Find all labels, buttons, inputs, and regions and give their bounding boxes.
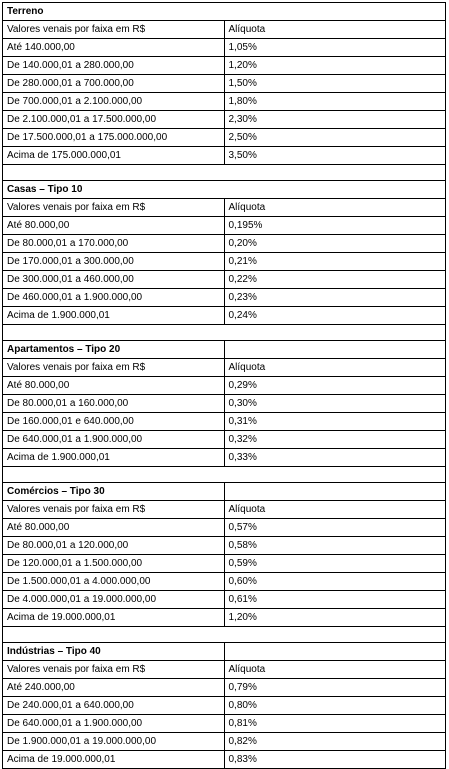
header-faixa: Valores venais por faixa em R$	[3, 359, 225, 377]
faixa-cell: De 700.000,01 a 2.100.000,00	[3, 93, 225, 111]
table-row	[3, 307, 446, 325]
section-spacer	[3, 325, 446, 341]
aliquota-cell: 0,83%	[224, 751, 446, 769]
table-row	[3, 573, 446, 591]
header-faixa: Valores venais por faixa em R$	[3, 21, 225, 39]
section-spacer	[3, 627, 446, 643]
faixa-cell: Até 140.000,00	[3, 39, 225, 57]
column-header-row	[3, 501, 446, 519]
table-row	[3, 377, 446, 395]
table-row	[3, 129, 446, 147]
aliquota-cell: 0,80%	[224, 697, 446, 715]
table-row	[3, 591, 446, 609]
faixa-cell: De 170.000,01 a 300.000,00	[3, 253, 225, 271]
header-aliquota: Alíquota	[224, 661, 446, 679]
faixa-cell: De 17.500.000,01 a 175.000.000,00	[3, 129, 225, 147]
faixa-cell: De 280.000,01 a 700.000,00	[3, 75, 225, 93]
aliquota-cell: 2,50%	[224, 129, 446, 147]
aliquota-cell: 0,57%	[224, 519, 446, 537]
table-row	[3, 715, 446, 733]
aliquota-cell: 0,81%	[224, 715, 446, 733]
faixa-cell: De 300.000,01 a 460.000,00	[3, 271, 225, 289]
aliquota-cell: 0,59%	[224, 555, 446, 573]
section-title-row	[3, 643, 446, 661]
aliquota-cell: 1,20%	[224, 57, 446, 75]
header-aliquota: Alíquota	[224, 501, 446, 519]
faixa-cell: Acima de 1.900.000,01	[3, 307, 225, 325]
aliquota-cell: 2,30%	[224, 111, 446, 129]
table-row	[3, 733, 446, 751]
table-row	[3, 395, 446, 413]
column-header-row	[3, 199, 446, 217]
aliquota-cell: 0,24%	[224, 307, 446, 325]
table-row	[3, 271, 446, 289]
table-row	[3, 449, 446, 467]
faixa-cell: Até 240.000,00	[3, 679, 225, 697]
table-row	[3, 413, 446, 431]
section-title-empty-cell	[224, 483, 446, 501]
aliquota-cell: 0,58%	[224, 537, 446, 555]
faixa-cell: De 120.000,01 a 1.500.000,00	[3, 555, 225, 573]
column-header-row	[3, 661, 446, 679]
faixa-cell: De 640.000,01 a 1.900.000,00	[3, 431, 225, 449]
spacer-cell	[3, 165, 446, 181]
faixa-cell: De 80.000,01 a 160.000,00	[3, 395, 225, 413]
section-title: Apartamentos – Tipo 20	[3, 341, 225, 359]
aliquota-cell: 3,50%	[224, 147, 446, 165]
faixa-cell: De 160.000,01 e 640.000,00	[3, 413, 225, 431]
aliquota-cell: 1,80%	[224, 93, 446, 111]
aliquota-cell: 0,33%	[224, 449, 446, 467]
faixa-cell: Acima de 19.000.000,01	[3, 751, 225, 769]
faixa-cell: De 240.000,01 a 640.000,00	[3, 697, 225, 715]
table-row	[3, 39, 446, 57]
aliquota-cell: 1,50%	[224, 75, 446, 93]
aliquota-cell: 1,20%	[224, 609, 446, 627]
faixa-cell: Acima de 175.000.000,01	[3, 147, 225, 165]
header-faixa: Valores venais por faixa em R$	[3, 199, 225, 217]
section-title-row	[3, 483, 446, 501]
aliquota-cell: 0,20%	[224, 235, 446, 253]
spacer-cell	[3, 467, 446, 483]
aliquota-cell: 0,60%	[224, 573, 446, 591]
table-row	[3, 679, 446, 697]
table-row	[3, 609, 446, 627]
faixa-cell: De 80.000,01 a 170.000,00	[3, 235, 225, 253]
faixa-cell: Até 80.000,00	[3, 217, 225, 235]
spacer-cell	[3, 325, 446, 341]
header-aliquota: Alíquota	[224, 199, 446, 217]
aliquota-cell: 0,32%	[224, 431, 446, 449]
faixa-cell: Acima de 1.900.000,01	[3, 449, 225, 467]
header-faixa: Valores venais por faixa em R$	[3, 661, 225, 679]
aliquota-table-body	[3, 3, 446, 769]
spacer-cell	[3, 627, 446, 643]
aliquota-cell: 0,29%	[224, 377, 446, 395]
section-spacer	[3, 467, 446, 483]
section-title: Indústrias – Tipo 40	[3, 643, 225, 661]
table-row	[3, 431, 446, 449]
table-row	[3, 289, 446, 307]
aliquota-cell: 0,21%	[224, 253, 446, 271]
faixa-cell: De 640.000,01 a 1.900.000,00	[3, 715, 225, 733]
aliquota-cell: 0,79%	[224, 679, 446, 697]
table-row	[3, 217, 446, 235]
section-spacer	[3, 165, 446, 181]
aliquota-table	[2, 2, 446, 769]
section-title-row	[3, 341, 446, 359]
aliquota-cell: 0,61%	[224, 591, 446, 609]
header-aliquota: Alíquota	[224, 21, 446, 39]
table-row	[3, 751, 446, 769]
faixa-cell: De 2.100.000,01 a 17.500.000,00	[3, 111, 225, 129]
section-title: Casas – Tipo 10	[3, 181, 446, 199]
table-row	[3, 537, 446, 555]
aliquota-cell: 0,195%	[224, 217, 446, 235]
table-row	[3, 253, 446, 271]
faixa-cell: De 460.000,01 a 1.900.000,00	[3, 289, 225, 307]
header-aliquota: Alíquota	[224, 359, 446, 377]
faixa-cell: De 80.000,01 a 120.000,00	[3, 537, 225, 555]
table-row	[3, 555, 446, 573]
faixa-cell: De 1.900.000,01 a 19.000.000,00	[3, 733, 225, 751]
aliquota-cell: 1,05%	[224, 39, 446, 57]
table-row	[3, 75, 446, 93]
section-title-empty-cell	[224, 341, 446, 359]
aliquota-cell: 0,82%	[224, 733, 446, 751]
column-header-row	[3, 21, 446, 39]
faixa-cell: Até 80.000,00	[3, 377, 225, 395]
faixa-cell: De 140.000,01 a 280.000,00	[3, 57, 225, 75]
table-row	[3, 111, 446, 129]
section-title: Terreno	[3, 3, 446, 21]
table-row	[3, 93, 446, 111]
aliquota-cell: 0,23%	[224, 289, 446, 307]
table-row	[3, 57, 446, 75]
table-row	[3, 147, 446, 165]
aliquota-cell: 0,30%	[224, 395, 446, 413]
faixa-cell: De 4.000.000,01 a 19.000.000,00	[3, 591, 225, 609]
section-title-empty-cell	[224, 643, 446, 661]
section-title-row	[3, 3, 446, 21]
table-row	[3, 697, 446, 715]
table-row	[3, 519, 446, 537]
faixa-cell: De 1.500.000,01 a 4.000.000,00	[3, 573, 225, 591]
section-title-row	[3, 181, 446, 199]
faixa-cell: Acima de 19.000.000,01	[3, 609, 225, 627]
header-faixa: Valores venais por faixa em R$	[3, 501, 225, 519]
table-row	[3, 235, 446, 253]
faixa-cell: Até 80.000,00	[3, 519, 225, 537]
aliquota-cell: 0,31%	[224, 413, 446, 431]
column-header-row	[3, 359, 446, 377]
section-title: Comércios – Tipo 30	[3, 483, 225, 501]
aliquota-cell: 0,22%	[224, 271, 446, 289]
